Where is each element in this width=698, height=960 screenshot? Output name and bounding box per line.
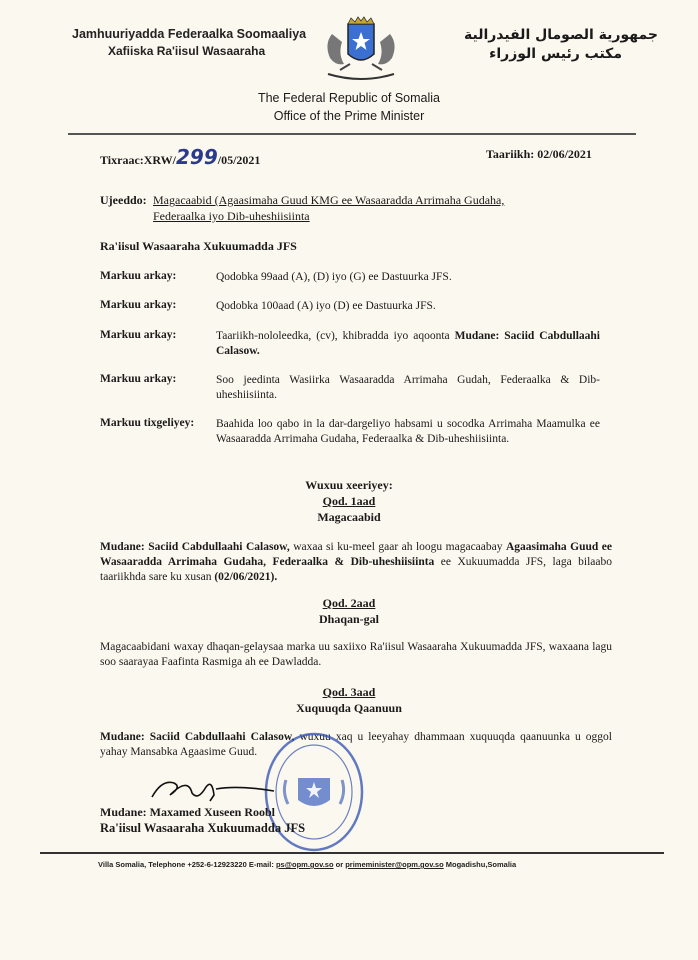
consideration-label-4: Markuu arkay: — [100, 373, 177, 385]
header-center-line1: The Federal Republic of Somalia — [257, 91, 441, 105]
consideration-text-4: Soo jeedinta Wasiirka Wasaaradda Arrimaha Gudah, Federaalka & Dib-uheshiisiinta. — [216, 374, 600, 401]
footer-address: Villa Somalia, Telephone +252-6-12923220 E-mail: — [98, 860, 276, 869]
footer-email-ps[interactable]: ps@opm.gov.so — [275, 860, 334, 869]
article-1-text: waxaa si ku-meel gaar ah loogu magacaabay — [289, 541, 506, 553]
article-1-body — [100, 540, 612, 585]
document-date: Taariikh: 02/06/2021 — [486, 147, 592, 161]
consideration-label-1: Markuu arkay: — [100, 270, 177, 282]
signatory-name: Mudane: Maxamed Xuseen Roobl — [100, 805, 276, 819]
footer-or: or — [333, 860, 346, 869]
article-3-title: Xuquuqda Qaanuun — [296, 701, 402, 715]
header-left — [72, 27, 332, 58]
header-left-line2: Xafiiska Ra'iisul Wasaaraha — [108, 44, 266, 58]
header-right — [464, 27, 658, 62]
article-1-position: Agaasimaha Guud ee Wasaaradda Arrimaha Gudaha, Federaalka & Dib-uheshiisiinta — [100, 541, 612, 568]
reference-prefix: Tixraac:XRW/ — [100, 153, 177, 167]
issuing-authority: Ra'iisul Wasaaraha Xukuumadda JFS — [100, 239, 297, 253]
article-2-number: Qod. 2aad — [322, 596, 376, 610]
article-1-date: (02/06/2021). — [214, 571, 278, 583]
header-right-line1: جمهورية الصومال الفيدرالية — [463, 27, 658, 43]
somalia-emblem-icon — [318, 14, 404, 86]
article-1-title: Magacaabid — [317, 510, 381, 524]
consideration-text-2: Qodobka 100aad (A) iyo (D) ee Dastuurka JFS. — [216, 300, 436, 312]
article-1-number: Qod. 1aad — [322, 494, 376, 508]
signature-icon — [148, 775, 278, 805]
reference-suffix: /05/2021 — [217, 153, 261, 167]
consideration-text-3-plain: Taariikh-nololeedka, (cv), khibradda iyo aqoonta — [216, 330, 455, 342]
header-left-line1: Jamhuuriyadda Federaalka Soomaaliya — [72, 27, 307, 41]
article-3-text: wuxuu xaq u leeyahay dhammaan xuquuqda qaanuunka u oggol yahay Mansabka Agaasime Guud. — [100, 731, 612, 758]
header-center-line2: Office of the Prime Minister — [273, 109, 425, 123]
signatory-title: Ra'iisul Wasaaraha Xukuumadda JFS — [100, 821, 306, 835]
subject-line2: Federaalka iyo Dib-uheshiisiinta — [153, 209, 310, 223]
article-2-title: Dhaqan-gal — [318, 612, 380, 626]
footer-contact — [98, 860, 618, 869]
header-right-line2: مكتب رئيس الوزراء — [489, 46, 622, 62]
article-1-text-end: ee Xukuumadda JFS, laga bilaabo taariikhda sare ku xusan — [100, 556, 613, 583]
consideration-label-5: Markuu tixgeliyey: — [100, 417, 195, 429]
reference-number — [100, 145, 260, 169]
consideration-text-1: Qodobka 99aad (A), (D) iyo (G) ee Dastuurka JFS. — [216, 271, 452, 283]
article-3-number: Qod. 3aad — [322, 685, 376, 699]
article-2-body: Magacaabidani waxay dhaqan-gelaysaa marka uu saxiixo Ra'iisul Wasaaraha Xukuumadda JFS, waxaana lagu soo saarayaa Faafinta Rasmiga ah ee Dawladda. — [100, 641, 612, 668]
consideration-text-3 — [216, 329, 600, 359]
consideration-label-2: Markuu arkay: — [100, 299, 177, 311]
article-1-appointee: Mudane: Saciid Cabdullaahi Calasow, — [100, 541, 290, 553]
footer-divider — [40, 852, 664, 854]
decree-heading: Wuxuu xeeriyey: — [305, 478, 393, 492]
article-3-appointee: Mudane: Saciid Cabdullaahi Calasow, — [100, 731, 295, 743]
subject-line1: Magacaabid (Agaasimaha Guud KMG ee Wasaaradda Arrimaha Gudaha, — [153, 193, 505, 207]
consideration-text-3-bold: Mudane: Saciid Cabdullaahi Calasow. — [216, 330, 601, 357]
subject-label: Ujeeddo: — [100, 193, 147, 207]
reference-handwritten-number: 299 — [176, 145, 218, 169]
footer-city: Mogadishu,Somalia — [443, 860, 517, 869]
consideration-text-5: Baahida loo qabo in la dar-dargeliyo habsami u socodka Arrimaha Maamulka ee Wasaaradda Arrimaha Gudaha, Federaalka & Dib-uheshiisiinta. — [216, 418, 600, 445]
footer-email-pm[interactable]: primeminister@opm.gov.so — [345, 860, 444, 869]
header-divider — [68, 133, 636, 135]
consideration-label-3: Markuu arkay: — [100, 329, 177, 341]
